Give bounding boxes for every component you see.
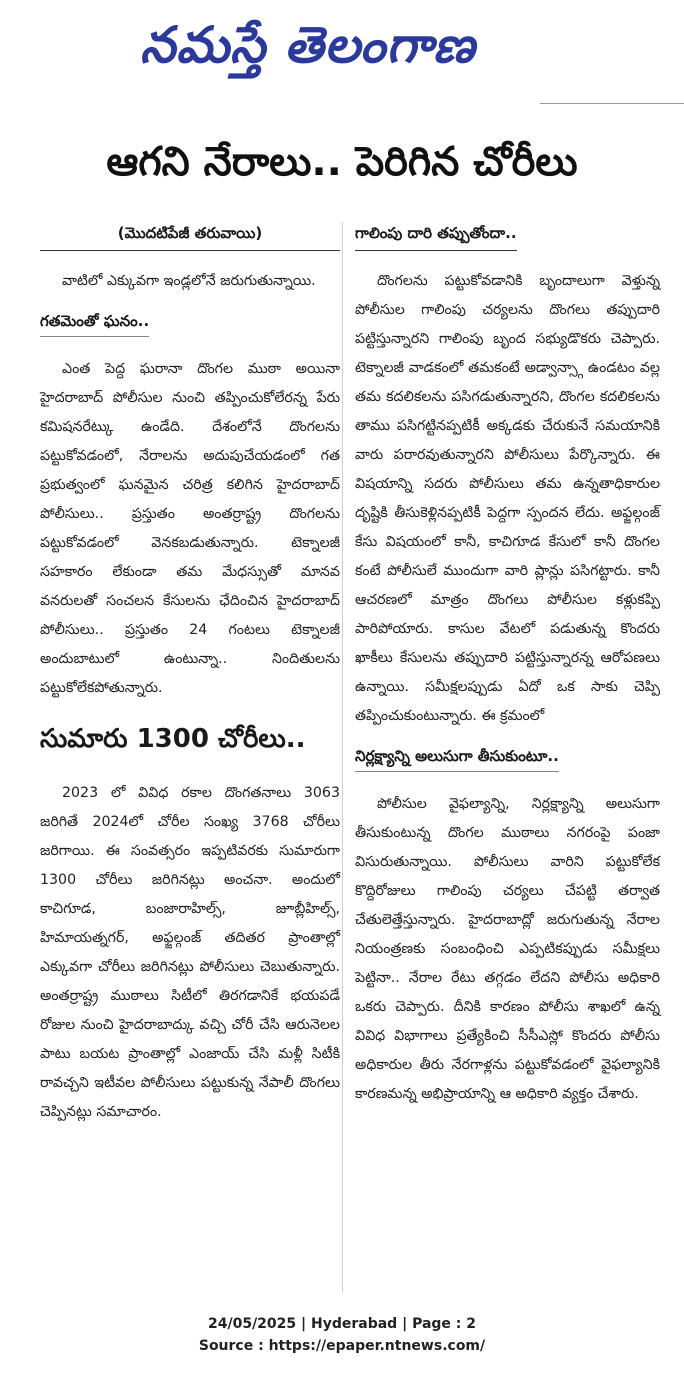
paragraph: ఎంత పెద్ద ఘరానా దొంగల ముఠా అయినా హైదరాబాద్ పోలీసుల నుంచి తప్పించుకోలేరన్న పేరు కమిషనరేట్కు ఉండేది. దేశంలోనే దొంగలను పట్టుకోవడంలో, నేరాలను అదుపుచేయడంలో గత ప్రభుత్వంలో ఘనమైన చరిత్ర కలిగిన హైదరాబాద్ పోలీసులు.. ప్రస్తుతం అంతర్రాష్ట్ర దొంగలను పట్టుకోవడంలో వెనకబడుతున్నారు. టెక్నాలజీ సహకారం లేకుండా తమ మేధస్సుతో మానవ వనరులతో సంచలన కేసులను ఛేదించిన హైదరాబాద్ పోలీసులు.. ప్రస్తుతం 24 గంటలు టెక్నాలజీ అందుబాటులో ఉంటున్నా.. నిందితులను పట్టుకోలేకపోతున్నారు.	[40, 361, 340, 696]
paragraph: వాటిలో ఎక్కువగా ఇండ్లలోనే జరుగుతున్నాయి.	[62, 273, 316, 289]
newspaper-logo: నమస్తే తెలంగాణ	[140, 16, 476, 74]
paragraph: పోలీసుల వైఫల్యాన్ని, నిర్లక్ష్యాన్ని అలుసుగా తీసుకుంటున్న దొంగల ముఠాలు నగరంపై పంజా విసురుతున్నాయి. పోలీసులు వారిని పట్టుకోలేక కొద్దిరోజులు గాలింపు చర్యలు చేపట్టి తర్వాత చేతులెత్తేస్తున్నారు. హైదరాబాద్లో జరుగుతున్న నేరాల నియంత్రణకు సంబంధించి ఎప్పటికప్పుడు సమీక్షలు పెట్టినా.. నేరాల రేటు తగ్గడం లేదని పోలీసు అధికారి ఒకరు చెప్పారు. దీనికి కారణం పోలీసు శాఖలో ఉన్న వివిధ విభాగాలు ప్రత్యేకించి సీసీఎస్లో కొందరు పోలీసు అధికారుల తీరు నేరగాళ్లను పట్టుకోవడంలో వైఫల్యానికి కారణమన్న అభిప్రాయాన్ని ఆ అధికారి వ్యక్తం చేశారు.	[355, 796, 660, 1102]
column-divider	[342, 222, 343, 1292]
subheading: గతమెంతో ఘనం..	[40, 310, 149, 337]
subheading: నిర్లక్ష్యాన్ని అలుసుగా తీసుకుంటూ..	[355, 745, 559, 772]
article-headline: ఆగని నేరాలు.. పెరిగిన చోరీలు	[106, 139, 578, 185]
page-footer	[0, 1313, 684, 1357]
section-heading: సుమారు 1300 చోరీలు..	[40, 724, 306, 754]
masthead-rule	[540, 103, 684, 104]
section-kicker: గాలింపు దారి తప్పుతోందా..	[355, 222, 517, 251]
paragraph: దొంగలను పట్టుకోవడానికి బృందాలుగా వెళ్తున్న పోలీసుల గాలింపు చర్యలను దొంగలు తప్పుదారి పట్టిస్తున్నారని గాలింపు బృంద సభ్యుడొకరు చెప్పారు. టెక్నాలజీ వాడకంలో తమకంటే అడ్వాన్స్గా ఉండటం వల్ల తమ కదలికలను పసిగడుతున్నారని, దొంగల కదలికలను తాము పసిగట్టినప్పటికీ అక్కడకు చేరుకునే సమయానికి వారు పరారవుతున్నారని పోలీసులు పేర్కొన్నారు. ఈ విషయాన్ని సదరు పోలీసులు తమ ఉన్నతాధికారుల దృష్టికి తీసుకెళ్లినప్పటికీ పెద్దగా స్పందన లేదు. అఫ్జల్గంజ్ కేసు విషయంలో కానీ, కాచిగూడ కేసులో కానీ దొంగల కంటే పోలీసులే ముందుగా వారి ప్లాన్లు పసిగట్టారు. కానీ ఆచరణలో మాత్రం దొంగలు పోలీసుల కళ్లుకప్పి పారిపోయారు. కాసుల వేటలో పడుతున్న కొందరు ఖాకీలు కేసులను తప్పుదారి పట్టిస్తున్నారన్న ఆరోపణలు ఉన్నాయి. సమీక్షలప్పుడు ఏదో ఒక సాకు చెప్పి తప్పించుకుంటున్నారు. ఈ క్రమంలో	[355, 273, 660, 724]
footer-dateline: 24/05/2025 | Hyderabad | Page : 2	[207, 1316, 477, 1332]
paragraph: 2023 లో వివిధ రకాల దొంగతనాలు 3063 జరిగితే 2024లో చోరీల సంఖ్య 3768 చోరీలు జరిగాయి. ఈ సంవత్సరం ఇప్పటివరకు సుమారుగా 1300 చోరీలు జరిగినట్లు అంచనా. అందులో కాచిగూడ, బంజారాహిల్స్, జూబ్లీహిల్స్, హిమాయత్నగర్, అఫ్జల్గంజ్ తదితర ప్రాంతాల్లో ఎక్కువగా చోరీలు జరిగినట్లు పోలీసులు చెబుతున్నారు. అంతర్రాష్ట్ర ముఠాలు సిటీలో తిరగడానికే భయపడే రోజుల నుంచి హైదరాబాద్కు వచ్చి చోరీ చేసి ఆరునెలల పాటు బయట ప్రాంతాల్లో ఎంజాయ్ చేసి మళ్లీ సిటీకి రావచ్చని ఇటీవల పోలీసులు పట్టుకున్న నేపాలీ దొంగలు చెప్పినట్లు సమాచారం.	[40, 785, 340, 1120]
masthead	[0, 0, 684, 95]
footer-source: Source : https://epaper.ntnews.com/	[198, 1338, 486, 1354]
right-column	[355, 222, 660, 1117]
left-column	[40, 222, 340, 1135]
continuation-kicker: (మొదటిపేజీ తరువాయి)	[40, 222, 340, 251]
